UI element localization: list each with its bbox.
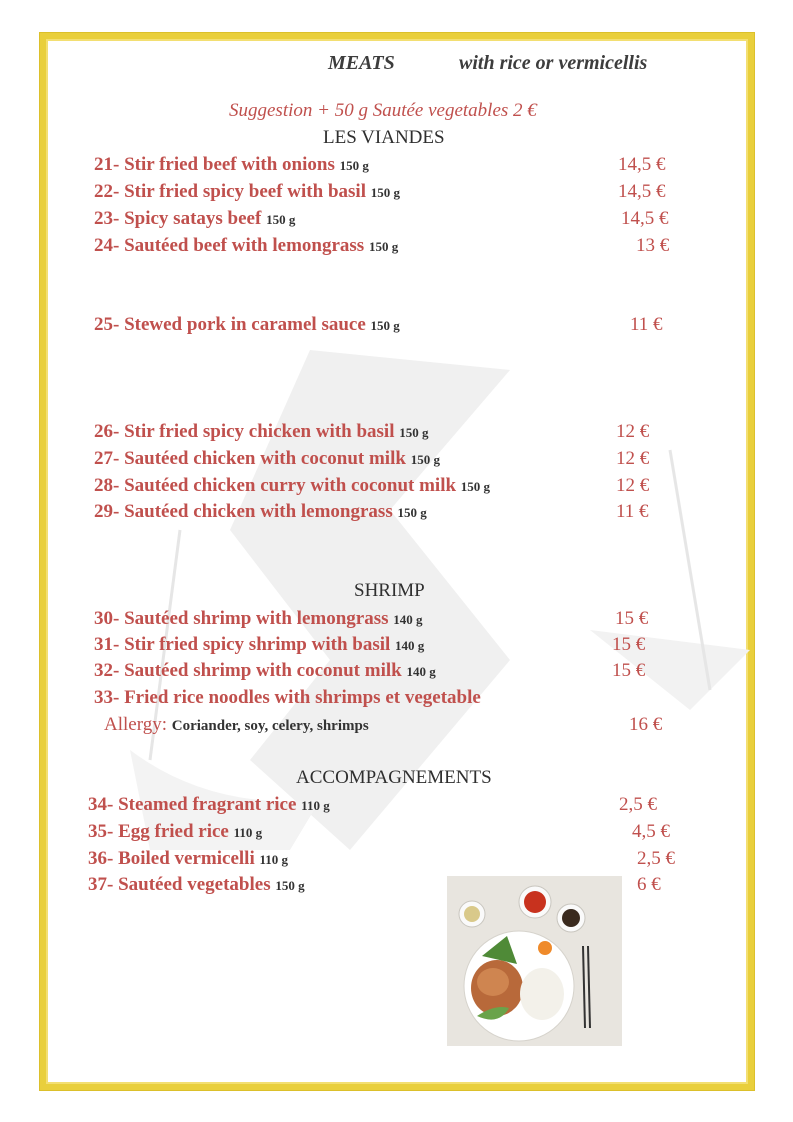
item-weight: 140 g bbox=[395, 638, 425, 653]
item-price: 11 € bbox=[630, 314, 663, 335]
meats-heading: MEATS bbox=[328, 52, 395, 74]
item-price: 15 € bbox=[612, 660, 646, 681]
section-accompagnements: ACCOMPAGNEMENTS bbox=[296, 767, 492, 788]
menu-item bbox=[94, 235, 398, 257]
item-weight: 110 g bbox=[233, 825, 263, 840]
item-name: 25- Stewed pork in caramel sauce bbox=[94, 314, 366, 335]
menu-item bbox=[88, 821, 262, 843]
plated-dish-illustration bbox=[447, 876, 622, 1046]
item-name: 35- Egg fried rice bbox=[88, 821, 229, 842]
item-name: 24- Sautéed beef with lemongrass bbox=[94, 235, 365, 256]
item-name: 28- Sautéed chicken curry with coconut milk bbox=[94, 475, 457, 496]
item-weight: 150 g bbox=[370, 318, 400, 333]
allergy-label: Allergy: bbox=[104, 714, 167, 735]
item-name: 37- Sautéed vegetables bbox=[88, 874, 271, 895]
allergy-list: Coriander, soy, celery, shrimps bbox=[171, 718, 369, 734]
food-photo bbox=[447, 876, 622, 1046]
item-weight: 150 g bbox=[370, 185, 400, 200]
item-price: 6 € bbox=[637, 874, 661, 895]
item-name: 31- Stir fried spicy shrimp with basil bbox=[94, 634, 391, 655]
item-name: 34- Steamed fragrant rice bbox=[88, 794, 297, 815]
item-price: 14,5 € bbox=[618, 154, 666, 175]
item-weight: 110 g bbox=[301, 798, 330, 813]
rice-vermicelli-subheading: with rice or vermicellis bbox=[459, 52, 648, 74]
item-price: 16 € bbox=[629, 714, 663, 735]
menu-item bbox=[94, 448, 440, 470]
item-weight: 110 g bbox=[259, 852, 289, 867]
item-name: 21- Stir fried beef with onions bbox=[94, 154, 335, 175]
menu-item bbox=[88, 874, 305, 896]
menu-item bbox=[94, 181, 400, 203]
item-price: 12 € bbox=[616, 448, 650, 469]
item-name: 27- Sautéed chicken with coconut milk bbox=[94, 448, 406, 469]
item-weight: 150 g bbox=[399, 425, 429, 440]
menu-item bbox=[94, 475, 490, 497]
item-price: 11 € bbox=[616, 501, 649, 522]
menu-item bbox=[94, 314, 400, 336]
menu-item bbox=[88, 794, 330, 816]
section-shrimp: SHRIMP bbox=[354, 580, 425, 601]
item-weight: 150 g bbox=[339, 158, 369, 173]
menu-item bbox=[88, 848, 288, 870]
item-price: 4,5 € bbox=[632, 821, 670, 842]
menu-item bbox=[94, 660, 436, 682]
item-weight: 150 g bbox=[410, 452, 440, 467]
item-name: 30- Sautéed shrimp with lemongrass bbox=[94, 608, 389, 629]
item-weight: 150 g bbox=[275, 878, 305, 893]
menu-item bbox=[94, 608, 423, 630]
item-name: 22- Stir fried spicy beef with basil bbox=[94, 181, 366, 202]
item-weight: 150 g bbox=[266, 212, 296, 227]
menu-item bbox=[94, 154, 369, 176]
menu-item bbox=[94, 421, 429, 443]
item-name: 32- Sautéed shrimp with coconut milk bbox=[94, 660, 402, 681]
menu-item bbox=[94, 634, 424, 656]
item-weight: 140 g bbox=[393, 612, 423, 627]
menu-item bbox=[94, 501, 427, 523]
item-weight: 140 g bbox=[406, 664, 436, 679]
item-price: 15 € bbox=[612, 634, 646, 655]
item-weight: 150 g bbox=[460, 479, 491, 494]
section-les-viandes: LES VIANDES bbox=[323, 127, 445, 148]
suggestion-line: Suggestion + 50 g Sautée vegetables 2 € bbox=[229, 100, 537, 121]
menu-item bbox=[94, 687, 481, 709]
item-weight: 150 g bbox=[397, 505, 427, 520]
item-name: 26- Stir fried spicy chicken with basil bbox=[94, 421, 395, 442]
allergy-note bbox=[104, 714, 369, 736]
menu-item bbox=[94, 208, 295, 230]
item-weight: 150 g bbox=[368, 239, 399, 254]
item-price: 13 € bbox=[636, 235, 670, 256]
item-price: 2,5 € bbox=[619, 794, 657, 815]
item-price: 12 € bbox=[616, 475, 650, 496]
item-price: 2,5 € bbox=[637, 848, 675, 869]
item-name: 36- Boiled vermicelli bbox=[88, 848, 255, 869]
item-price: 14,5 € bbox=[621, 208, 669, 229]
item-name: 33- Fried rice noodles with shrimps et vegetable bbox=[94, 687, 481, 708]
item-name: 23- Spicy satays beef bbox=[94, 208, 262, 229]
item-price: 14,5 € bbox=[618, 181, 666, 202]
item-price: 12 € bbox=[616, 421, 650, 442]
item-name: 29- Sautéed chicken with lemongrass bbox=[94, 501, 393, 522]
item-price: 15 € bbox=[615, 608, 649, 629]
